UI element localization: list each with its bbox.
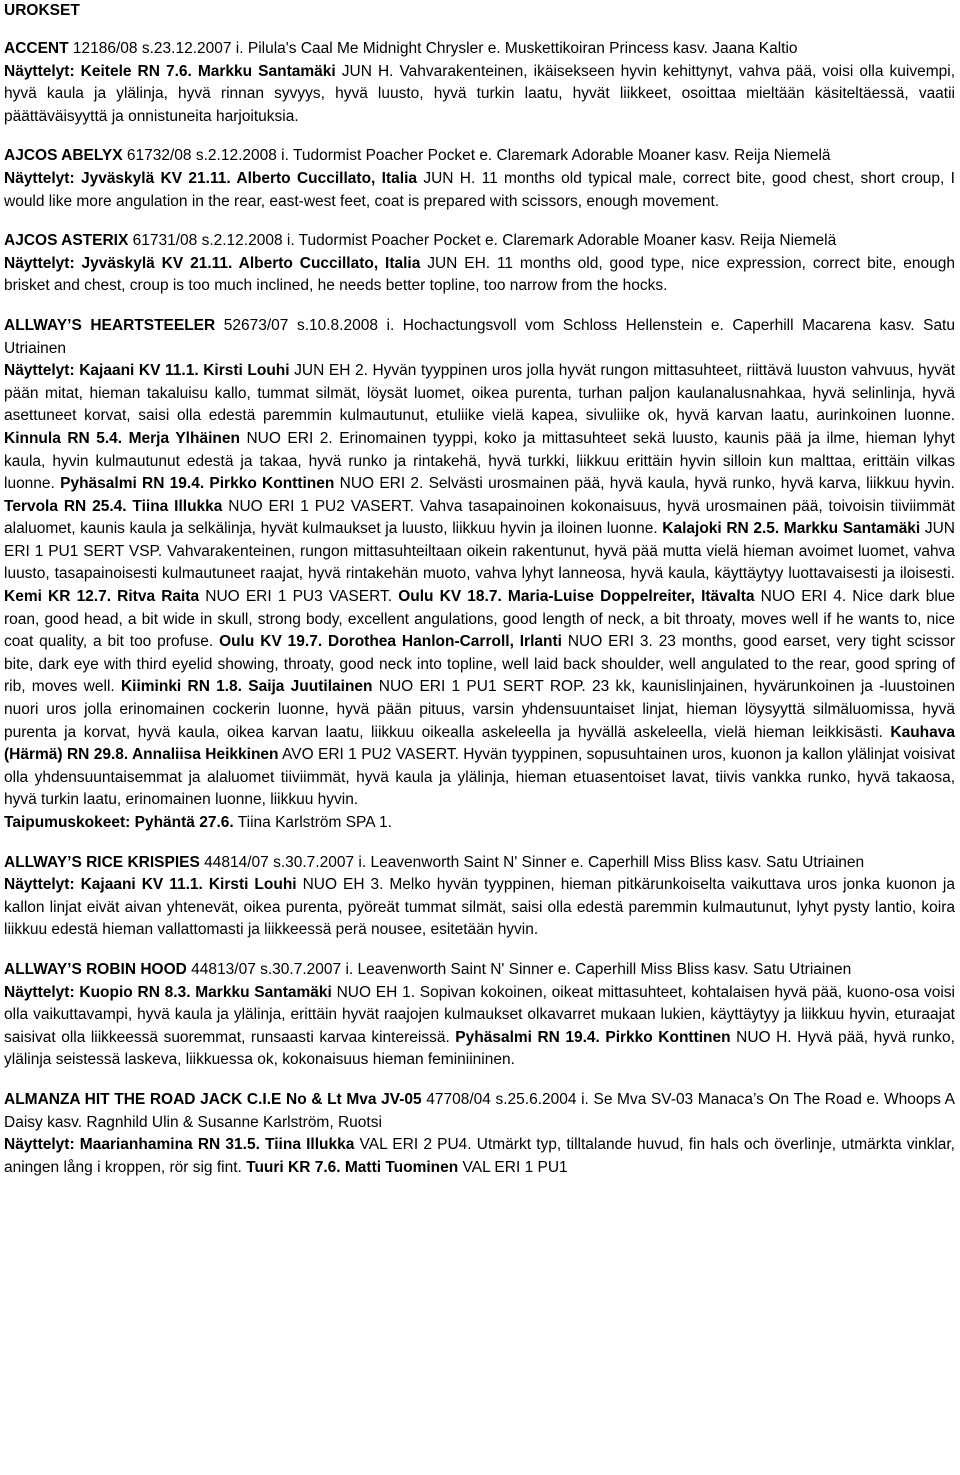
entry-header xyxy=(4,1089,955,1134)
bold-text: ALLWAY’S RICE KRISPIES xyxy=(4,853,200,871)
dog-entry xyxy=(4,1089,955,1179)
entry-header xyxy=(4,852,955,875)
page-heading: UROKSET xyxy=(4,2,80,19)
bold-text: Näyttelyt: Jyväskylä KV 21.11. Alberto Cuccillato, Italia xyxy=(4,169,417,187)
dog-entry xyxy=(4,230,955,298)
text-run: 61731/08 s.2.12.2008 i. Tudormist Poacher Pocket e. Claremark Adorable Moaner kasv. Reija Niemelä xyxy=(128,232,837,250)
text-run: NUO ERI 4. Nice dark blue roan, good head, a bit wide in skull, strong body, excellent angulations, good length of neck, a bit throaty, moves well if he wants to, nice coat quality, a bit too profuse. xyxy=(4,588,956,651)
text-run: 52673/07 s.10.8.2008 i. Hochactungsvoll vom Schloss Hellenstein e. Caperhill Macarena kasv. Satu Utriainen xyxy=(4,316,955,357)
text-run: Tiina Karlström SPA 1. xyxy=(233,814,392,831)
bold-text: Näyttelyt: Kuopio RN 8.3. Markku Santamäki xyxy=(4,983,332,1001)
text-run: VAL ERI 1 PU1 xyxy=(458,1158,568,1176)
entries-list xyxy=(4,38,955,1179)
text-run: 12186/08 s.23.12.2007 i. Pilula's Caal Me Midnight Chrysler e. Muskettikoiran Princess kasv. Jaana Kaltio xyxy=(68,40,798,57)
text-run: NUO EH 1. Sopivan kokoinen, oikeat mittasuhteet, kohtalaisen hyvä pää, kuono-osa voisi olla vaikuttavampi, hyvä kaula ja ylälinja, erittäin hyvät raajojen kulmaukset olkavarret mukaan lukien, käyttäytyy ja liikkuu hyvin, eturaajat saisivat olla liikkeessä suoremmat, runsaasti karvaa kintereissä. xyxy=(4,983,955,1046)
dog-entry xyxy=(4,145,955,213)
text-run: NUO EH 3. Melko hyvän tyyppinen, hieman pitkärunkoiselta vaikuttava uros jonka kuonon ja kallon linjat eivät aivan yhtenevät, oikea purenta, pyöreät tummat silmät, saisi olla edestä paremmin kulmautunut, lyhyt pysty lantio, koira liikkuu edestä hieman vallattomasti ja liikkeessä perä nousee, esitetään hyvin. xyxy=(4,876,955,939)
bold-text: Näyttelyt: Keitele RN 7.6. Markku Santamäki xyxy=(4,62,336,80)
text-run: NUO ERI 1 PU1 SERT ROP. 23 kk, kaunislinjainen, hyvärunkoinen ja -luustoinen nuori uros jolla erinomainen cockerin luonne, hyvä pään pituus, varsin yhdensuuntaiset linjat, hieman löysyyttä silmäluomissa, hyvä purenta ja korvat, hyvä kaula, oikea karvan laatu, liikkuu oikealla askeleella ja hyvällä askeleella, vielä hieman leikkisästi. xyxy=(4,678,955,741)
entry-extra xyxy=(4,812,955,835)
text-run: NUO H. Hyvä pää, hyvä runko, ylälinja seistessä laskeva, liikkuessa ok, kokonaisuus hieman feminiininen. xyxy=(4,1028,955,1069)
dog-entry xyxy=(4,315,955,835)
bold-text: Näyttelyt: Maarianhamina RN 31.5. Tiina Illukka xyxy=(4,1136,355,1154)
text-run: 47708/04 s.25.6.2004 i. Se Mva SV-03 Manaca’s On The Road e. Whoops A Daisy kasv. Ragnhild Ulin & Susanne Karlström, Ruotsi xyxy=(4,1090,955,1131)
text-run: NUO ERI 2. Selvästi urosmainen pää, hyvä kaula, hyvä runko, hyvä karva, liikkuu hyvin. xyxy=(334,475,955,493)
text-run: AVO ERI 1 PU2 VASERT. Hyvän tyyppinen, sopusuhtainen uros, kuonon ja kallon ylälinjat voisivat olla yhdensuuntaisemmat ja alaluomet tiiviimmät, hyvä kaula ja ylälinja, hieman etuasentoiset lavat, tiivis vankka runko, hyvä takaosa, hyvä turkin laatu, erinomainen luonne, liikkuu hyvin. xyxy=(4,746,956,809)
text-run: JUN H. 11 months old typical male, correct bite, good chest, short croup, I would like more angulation in the rear, east-west feet, coat is prepared with scissors, enough movement. xyxy=(4,169,955,210)
entry-header xyxy=(4,38,955,61)
text-run: 61732/08 s.2.12.2008 i. Tudormist Poacher Pocket e. Claremark Adorable Moaner kasv. Reija Niemelä xyxy=(122,147,831,165)
text-run: 44814/07 s.30.7.2007 i. Leavenworth Saint N' Sinner e. Caperhill Miss Bliss kasv. Satu Utriainen xyxy=(199,853,865,871)
bold-text: Tuuri KR 7.6. Matti Tuominen xyxy=(246,1158,459,1176)
dog-entry xyxy=(4,38,955,128)
dog-entry xyxy=(4,852,955,942)
bold-text: Taipumuskokeet: Pyhäntä 27.6. xyxy=(4,814,234,831)
bold-text: Oulu KV 19.7. Dorothea Hanlon-Carroll, Irlanti xyxy=(219,633,562,651)
text-run: NUO ERI 2. Erinomainen tyyppi, koko ja mittasuhteet sekä luusto, kaunis pää ja ilme, hieman lyhyt kaula, hyvin kulmautunut edestä ja takaa, hyvä runko ja rintakehä, hyvä turkki, liikkuu erittäin hyvin silloin kun malttaa, erittäin vilkas luonne. xyxy=(4,429,955,493)
bold-text: Pyhäsalmi RN 19.4. Pirkko Konttinen xyxy=(60,475,335,493)
bold-text: AJCOS ASTERIX xyxy=(4,232,129,250)
entry-body xyxy=(4,61,955,129)
text-run: JUN ERI 1 PU1 SERT VSP. Vahvarakenteinen, rungon mittasuhteiltaan oikein rakentunut, hyvä pää mutta vielä hieman avoimet luomet, vahva luusto, tasapainoisesti kulmautuneet raajat, hyvä rintakehän muoto, vahva lyhyt lanneosa, hyvä kaula, käyttäytyy luottavaisesti ja iloisesti. xyxy=(4,520,956,583)
text-run: 44813/07 s.30.7.2007 i. Leavenworth Saint N' Sinner e. Caperhill Miss Bliss kasv. Satu Utriainen xyxy=(186,960,852,978)
bold-text: Oulu KV 18.7. Maria-Luise Doppelreiter, Itävalta xyxy=(398,588,755,606)
bold-text: Näyttelyt: Kajaani KV 11.1. Kirsti Louhi xyxy=(4,876,297,894)
text-run: JUN H. Vahvarakenteinen, ikäisekseen hyvin kehittynyt, vahva pää, voisi olla kuivempi, hyvä kaula ja ylälinja, hyvä rinnan syvyys, hyvä luusto, hyvä turkin laatu, hyvät liikkeet, osoittaa mieltään käsiteltäessä, vaatii päättäväisyyttä ja onnistuneita harjoituksia. xyxy=(4,62,955,125)
bold-text: Kauhava (Härmä) RN 29.8. Annaliisa Heikkinen xyxy=(4,723,955,764)
text-run: NUO ERI 3. 23 months, good earset, very tight scissor bite, dark eye with third eyelid showing, throaty, good neck into topline, well laid back shoulder, well angulated to the rear, good spring of rib, moves well. xyxy=(4,633,956,696)
text-run: NUO ERI 1 PU2 VASERT. Vahva tasapainoinen kokonaisuus, hyvä urosmainen pää, toivoisin tiiviimmät alaluomet, kaunis kaula ja selkälinja, hyvät kulmaukset ja luusto, liikkuu hyvin ja iloinen luonne. xyxy=(4,497,955,538)
entry-body xyxy=(4,168,955,213)
bold-text: AJCOS ABELYX xyxy=(4,147,123,165)
bold-text: ALMANZA HIT THE ROAD JACK C.I.E No & Lt Mva JV-05 xyxy=(4,1090,422,1108)
text-run: VAL ERI 2 PU4. Utmärkt typ, tilltalande huvud, fin hals och överlinje, utmärkta vinklar, aningen lång i kroppen, rör sig fint. xyxy=(4,1136,955,1176)
bold-text: Kinnula RN 5.4. Merja Ylhäinen xyxy=(4,429,240,447)
bold-text: Kalajoki RN 2.5. Markku Santamäki xyxy=(662,520,921,538)
bold-text: Näyttelyt: Kajaani KV 11.1. Kirsti Louhi xyxy=(4,362,290,380)
bold-text: Näyttelyt: Jyväskylä KV 21.11. Alberto Cuccillato, Italia xyxy=(4,254,421,272)
entry-body xyxy=(4,874,955,942)
bold-text: Kiiminki RN 1.8. Saija Juutilainen xyxy=(120,678,373,696)
entry-body xyxy=(4,253,955,298)
entry-header xyxy=(4,145,955,168)
text-run: JUN EH 2. Hyvän tyyppinen uros jolla hyvät rungon mittasuhteet, riittävä luuston vahvuus, hyvät pään mitat, hieman takaluisu kallo, tummat silmät, löysät luomet, oikea purenta, turhan paljon kaulanalusnahkaa, hyvä selinlinja, hyvä asettuneet korvat, saisi olla edestä paremmin kulmautunut, etuliike vielä kapea, sivuliike ok, hyvä karvan laatu, aurinkoinen luonne. xyxy=(4,362,955,425)
text-run: JUN EH. 11 months old, good type, nice expression, correct bite, enough brisket and chest, croup is too much inclined, he needs better topline, too narrow from the hocks. xyxy=(4,254,955,295)
bold-text: ALLWAY’S HEARTSTEELER xyxy=(4,316,216,334)
entry-body xyxy=(4,982,955,1072)
bold-text: Kemi KR 12.7. Ritva Raita xyxy=(4,588,200,606)
bold-text: ACCENT xyxy=(4,40,69,57)
bold-text: Tervola RN 25.4. Tiina Illukka xyxy=(4,497,223,515)
entry-header xyxy=(4,315,955,360)
dog-entry xyxy=(4,959,955,1072)
bold-text: ALLWAY’S ROBIN HOOD xyxy=(4,960,187,978)
entry-header xyxy=(4,230,955,253)
entry-body xyxy=(4,1134,955,1179)
entry-body xyxy=(4,360,955,812)
text-run: NUO ERI 1 PU3 VASERT. xyxy=(199,588,399,606)
bold-text: Pyhäsalmi RN 19.4. Pirkko Konttinen xyxy=(455,1028,731,1046)
entry-header xyxy=(4,959,955,982)
